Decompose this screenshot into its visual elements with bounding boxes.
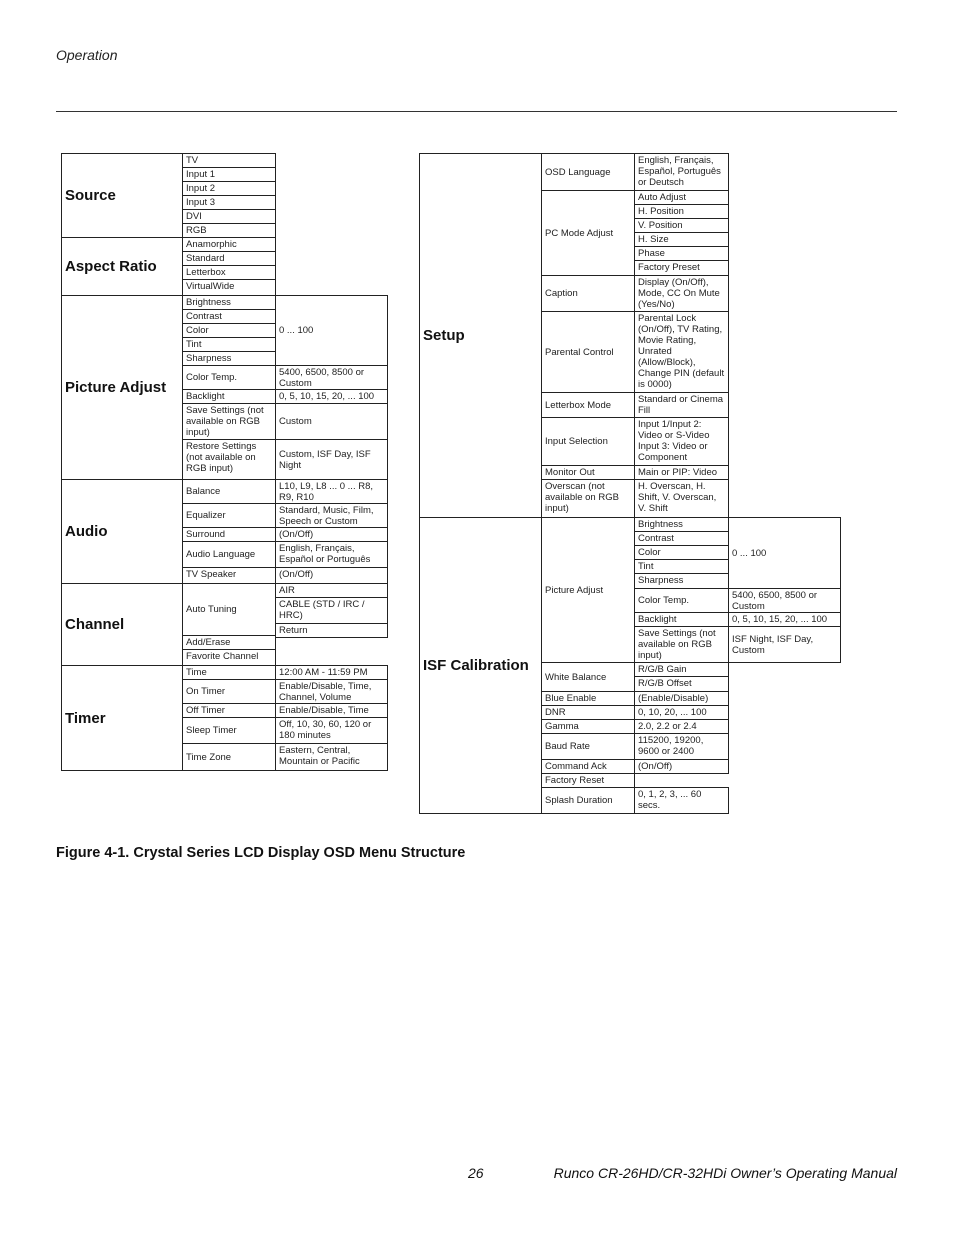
category-channel: Channel <box>61 583 183 666</box>
menu-value: (On/Off) <box>634 759 729 774</box>
header-rule <box>56 111 897 112</box>
menu-value: H. Overscan, H. Shift, V. Overscan, V. Shift <box>634 479 729 518</box>
submenu-value: 0, 5, 10, 15, 20, ... 100 <box>728 612 841 627</box>
submenu-value: ISF Night, ISF Day, Custom <box>728 626 841 663</box>
menu-value: Custom, ISF Day, ISF Night <box>275 439 388 480</box>
menu-item: PC Mode Adjust <box>541 190 635 276</box>
manual-title: Runco CR-26HD/CR-32HDi Owner’s Operating Manual <box>553 1165 897 1181</box>
menu-item: Input 1 <box>182 167 276 182</box>
figure-caption: Figure 4-1. Crystal Series LCD Display OSD Menu Structure <box>56 845 466 861</box>
menu-value: Custom <box>275 403 388 440</box>
menu-value: (On/Off) <box>275 567 388 584</box>
menu-item: Restore Settings (not available on RGB input) <box>182 439 276 480</box>
menu-value: CABLE (STD / IRC / HRC) <box>275 597 388 624</box>
submenu-item: Color Temp. <box>634 588 729 613</box>
menu-value: Eastern, Central, Mountain or Pacific <box>275 743 388 771</box>
menu-item: RGB <box>182 223 276 238</box>
menu-item: Add/Erase <box>182 635 276 650</box>
menu-item: Standard <box>182 251 276 266</box>
category-timer: Timer <box>61 665 183 771</box>
category-audio: Audio <box>61 479 183 584</box>
menu-item: Parental Control <box>541 311 635 393</box>
menu-item: On Timer <box>182 679 276 704</box>
menu-item: Color <box>182 323 276 338</box>
category-source: Source <box>61 153 183 238</box>
menu-item: Auto Tuning <box>182 583 276 636</box>
menu-item: White Balance <box>541 662 635 692</box>
menu-value: 5400, 6500, 8500 or Custom <box>275 365 388 390</box>
submenu-item: Sharpness <box>634 573 729 589</box>
category-aspect-ratio: Aspect Ratio <box>61 237 183 296</box>
section-header: Operation <box>56 47 118 63</box>
menu-value: Input 1/Input 2: Video or S-Video Input 3: Video or Component <box>634 417 729 466</box>
menu-value: 0, 1, 2, 3, ... 60 secs. <box>634 787 729 814</box>
menu-item: DNR <box>541 705 635 720</box>
menu-item: Color Temp. <box>182 365 276 390</box>
menu-value: 12:00 AM - 11:59 PM <box>275 665 388 680</box>
menu-item: DVI <box>182 209 276 224</box>
menu-item: Brightness <box>182 295 276 310</box>
menu-item: Blue Enable <box>541 691 635 706</box>
menu-item: Sleep Timer <box>182 717 276 744</box>
menu-item: Equalizer <box>182 503 276 528</box>
menu-item: Baud Rate <box>541 733 635 760</box>
menu-item: Input 3 <box>182 195 276 210</box>
menu-value: Phase <box>634 246 729 261</box>
menu-item: Command Ack <box>541 759 635 774</box>
menu-item: Letterbox <box>182 265 276 280</box>
menu-value: Enable/Disable, Time <box>275 703 388 718</box>
menu-item: Contrast <box>182 309 276 324</box>
menu-item: Caption <box>541 275 635 312</box>
menu-item: Letterbox Mode <box>541 392 635 418</box>
menu-item: TV <box>182 153 276 168</box>
submenu-value: 0 ... 100 <box>728 517 841 589</box>
menu-value: Parental Lock (On/Off), TV Rating, Movie Rating, Unrated (Allow/Block), Change PIN (default is 0000) <box>634 311 729 393</box>
category-picture-adjust: Picture Adjust <box>61 295 183 480</box>
page-number: 26 <box>468 1165 484 1181</box>
menu-value: R/G/B Gain <box>634 662 729 677</box>
menu-value: H. Position <box>634 204 729 219</box>
menu-item: Picture Adjust <box>541 517 635 663</box>
submenu-item: Color <box>634 545 729 560</box>
submenu-value: 5400, 6500, 8500 or Custom <box>728 588 841 613</box>
category-isf-calibration: ISF Calibration <box>419 517 542 814</box>
menu-value: 0 ... 100 <box>275 295 388 366</box>
category-setup: Setup <box>419 153 542 518</box>
menu-item: Monitor Out <box>541 465 635 480</box>
submenu-item: Tint <box>634 559 729 574</box>
menu-value: V. Position <box>634 218 729 233</box>
menu-value: Standard, Music, Film, Speech or Custom <box>275 503 388 528</box>
menu-value: 0, 5, 10, 15, 20, ... 100 <box>275 389 388 404</box>
submenu-item: Brightness <box>634 517 729 532</box>
menu-item: Off Timer <box>182 703 276 718</box>
menu-item: Tint <box>182 337 276 352</box>
menu-value: AIR <box>275 583 388 598</box>
menu-item: Backlight <box>182 389 276 404</box>
menu-item: Input Selection <box>541 417 635 466</box>
menu-value: Auto Adjust <box>634 190 729 205</box>
menu-value: Factory Preset <box>634 260 729 276</box>
menu-value: (Enable/Disable) <box>634 691 729 706</box>
submenu-item: Backlight <box>634 612 729 627</box>
menu-item: Factory Reset <box>541 773 635 788</box>
menu-value: R/G/B Offset <box>634 676 729 692</box>
menu-value: H. Size <box>634 232 729 247</box>
menu-value: English, Français, Español or Português <box>275 541 388 568</box>
menu-value: 115200, 19200, 9600 or 2400 <box>634 733 729 760</box>
submenu-item: Contrast <box>634 531 729 546</box>
menu-value: 2.0, 2.2 or 2.4 <box>634 719 729 734</box>
menu-item: Anamorphic <box>182 237 276 252</box>
menu-value: Display (On/Off), Mode, CC On Mute (Yes/No) <box>634 275 729 312</box>
menu-item: Gamma <box>541 719 635 734</box>
menu-value: Return <box>275 623 388 638</box>
menu-item: Sharpness <box>182 351 276 366</box>
menu-value: Standard or Cinema Fill <box>634 392 729 418</box>
menu-item: Time Zone <box>182 743 276 771</box>
menu-value: 0, 10, 20, ... 100 <box>634 705 729 720</box>
menu-item: Audio Language <box>182 541 276 568</box>
menu-item: TV Speaker <box>182 567 276 584</box>
menu-value: Enable/Disable, Time, Channel, Volume <box>275 679 388 704</box>
menu-value: L10, L9, L8 ... 0 ... R8, R9, R10 <box>275 479 388 504</box>
menu-item: VirtualWide <box>182 279 276 296</box>
menu-item: Overscan (not available on RGB input) <box>541 479 635 518</box>
menu-value: English, Français, Español, Português or Deutsch <box>634 153 729 191</box>
menu-value: (On/Off) <box>275 527 388 542</box>
menu-item: Favorite Channel <box>182 649 276 666</box>
submenu-item: Save Settings (not available on RGB input) <box>634 626 729 663</box>
menu-item: Save Settings (not available on RGB input) <box>182 403 276 440</box>
menu-item: Splash Duration <box>541 787 635 814</box>
menu-item: Input 2 <box>182 181 276 196</box>
menu-item: Surround <box>182 527 276 542</box>
menu-value: Off, 10, 30, 60, 120 or 180 minutes <box>275 717 388 744</box>
menu-item: Time <box>182 665 276 680</box>
menu-value: Main or PIP: Video <box>634 465 729 480</box>
menu-item: Balance <box>182 479 276 504</box>
menu-item: OSD Language <box>541 153 635 191</box>
